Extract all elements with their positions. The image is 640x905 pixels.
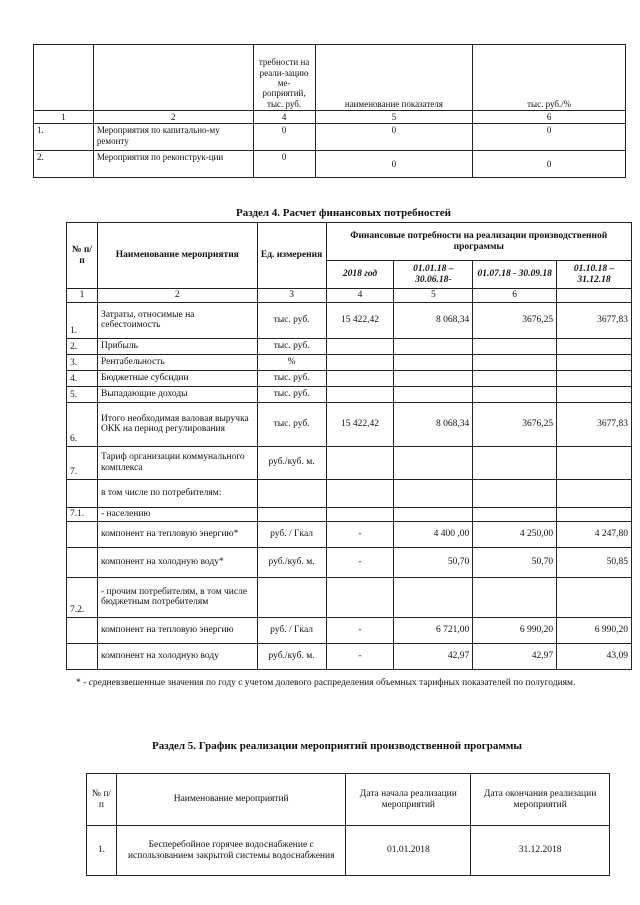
row-value: 50,70 xyxy=(394,547,473,577)
row-unit: тыс. руб. xyxy=(257,338,326,354)
row-value: 6 721,00 xyxy=(394,617,473,643)
row-value: 0 xyxy=(473,124,626,151)
s4-num: 3 xyxy=(257,289,326,303)
row-number: 6. xyxy=(67,402,98,446)
row-unit xyxy=(257,479,326,507)
row-unit: руб. / Гкал xyxy=(257,521,326,547)
row-value xyxy=(473,370,557,386)
row-value: 42,97 xyxy=(394,643,473,669)
row-value xyxy=(326,386,394,402)
row-name: в том числе по потребителям: xyxy=(97,479,257,507)
row-number: 7.2. xyxy=(67,577,98,617)
row-value xyxy=(473,577,557,617)
row-value: 42,97 xyxy=(473,643,557,669)
row-number: 1. xyxy=(87,826,117,876)
row-name: Мероприятия по капитально-му ремонту xyxy=(93,124,253,151)
row-number: 5. xyxy=(67,386,98,402)
table-row xyxy=(67,577,632,617)
s5-head-end: Дата окончания реализации мероприятий xyxy=(471,774,610,826)
row-value xyxy=(473,354,557,370)
s5-head-num: № п/п xyxy=(87,774,117,826)
row-value xyxy=(473,479,557,507)
row-value xyxy=(394,386,473,402)
row-name: компонент на тепловую энергию* xyxy=(97,521,257,547)
t1-num-5: 6 xyxy=(473,111,626,124)
row-value: - xyxy=(326,521,394,547)
table-row xyxy=(67,370,632,386)
row-value xyxy=(557,354,632,370)
table-row xyxy=(67,617,632,643)
t1-head-unit: тыс. руб./% xyxy=(473,45,626,111)
row-value: 6 990,20 xyxy=(557,617,632,643)
row-value: 15 422,42 xyxy=(326,402,394,446)
table-row xyxy=(67,507,632,521)
row-number: 1. xyxy=(34,124,94,151)
row-value xyxy=(394,338,473,354)
table-row xyxy=(67,386,632,402)
row-name: компонент на холодную воду xyxy=(97,643,257,669)
table-row xyxy=(67,338,632,354)
row-value: - xyxy=(326,547,394,577)
row-value xyxy=(473,507,557,521)
row-value xyxy=(557,370,632,386)
row-unit: тыс. руб. xyxy=(257,302,326,338)
row-value: 0 xyxy=(315,151,473,178)
row-value: - xyxy=(326,643,394,669)
schedule-table xyxy=(86,773,610,876)
s4-period-q4: 01.10.18 – 31.12.18 xyxy=(557,261,632,289)
s4-num: 5 xyxy=(394,289,473,303)
t1-num-4: 5 xyxy=(315,111,473,124)
s4-period-q3: 01.07.18 - 30.09.18 xyxy=(473,261,557,289)
row-number xyxy=(67,479,98,507)
row-value: 8 068,34 xyxy=(394,402,473,446)
row-value xyxy=(557,446,632,479)
s5-head-start: Дата начала реализации мероприятий xyxy=(346,774,471,826)
row-value: - xyxy=(326,617,394,643)
row-value: 0 xyxy=(253,151,315,178)
row-value xyxy=(473,386,557,402)
s4-head-num: № п/п xyxy=(67,223,98,289)
table-row xyxy=(87,826,610,876)
row-name: Мероприятия по реконструк-ции xyxy=(93,151,253,178)
row-value xyxy=(394,577,473,617)
table-row xyxy=(67,354,632,370)
t1-num-3: 4 xyxy=(253,111,315,124)
row-name: Прибыль xyxy=(97,338,257,354)
s4-period-h1: 01.01.18 – 30.06.18- xyxy=(394,261,473,289)
row-number: 7.1. xyxy=(67,507,98,521)
row-name: Итого необходимая валовая выручка ОКК на период регулирования xyxy=(97,402,257,446)
row-unit: руб. / Гкал xyxy=(257,617,326,643)
table-row xyxy=(67,521,632,547)
row-value xyxy=(394,479,473,507)
row-value xyxy=(394,354,473,370)
row-unit: руб./куб. м. xyxy=(257,446,326,479)
t1-head-indicator: наименование показателя xyxy=(315,45,473,111)
row-name: Бюджетные субсидии xyxy=(97,370,257,386)
financial-needs-table xyxy=(66,222,632,670)
row-value xyxy=(557,577,632,617)
row-name: Бесперебойное горячее водоснабжение с использованием закрытой системы водоснабжения xyxy=(116,826,345,876)
row-value xyxy=(473,338,557,354)
row-number xyxy=(67,547,98,577)
row-value xyxy=(394,507,473,521)
row-value: 3676,25 xyxy=(473,402,557,446)
s4-head-fin: Финансовые потребности на реализации производственной программы xyxy=(326,223,631,261)
row-number: 4. xyxy=(67,370,98,386)
row-number: 2. xyxy=(34,151,94,178)
row-number xyxy=(67,521,98,547)
table-row xyxy=(67,479,632,507)
row-value: 0 xyxy=(473,151,626,178)
s4-period-year: 2018 год xyxy=(326,261,394,289)
section5-title: Раздел 5. График реализации мероприятий производственной программы xyxy=(152,740,522,752)
row-value xyxy=(326,479,394,507)
table-row xyxy=(34,124,626,151)
row-name: - населению xyxy=(97,507,257,521)
table-row xyxy=(67,446,632,479)
row-value: 4 250,00 xyxy=(473,521,557,547)
s4-num: 1 xyxy=(67,289,98,303)
row-value xyxy=(394,446,473,479)
row-value xyxy=(326,577,394,617)
s4-num: 6 xyxy=(473,289,557,303)
row-unit: % xyxy=(257,354,326,370)
table-row xyxy=(67,302,632,338)
row-value xyxy=(394,370,473,386)
row-value xyxy=(326,370,394,386)
table-row xyxy=(67,547,632,577)
row-number: 1. xyxy=(67,302,98,338)
row-value xyxy=(326,338,394,354)
row-number: 7. xyxy=(67,446,98,479)
row-name: Затраты, относимые на себестоимость xyxy=(97,302,257,338)
row-value xyxy=(326,446,394,479)
row-number: 3. xyxy=(67,354,98,370)
row-number xyxy=(67,643,98,669)
row-value: 3677,83 xyxy=(557,402,632,446)
row-name: Тариф организации коммунального комплекса xyxy=(97,446,257,479)
row-name: Выпадающие доходы xyxy=(97,386,257,402)
row-unit: руб./куб. м. xyxy=(257,643,326,669)
table-row xyxy=(67,643,632,669)
row-value: 6 990,20 xyxy=(473,617,557,643)
row-value: 50,85 xyxy=(557,547,632,577)
row-unit xyxy=(257,577,326,617)
t1-num-2: 2 xyxy=(93,111,253,124)
row-value: 50,70 xyxy=(473,547,557,577)
s4-num: 4 xyxy=(326,289,394,303)
row-name: - прочим потребителям, в том числе бюджетным потребителям xyxy=(97,577,257,617)
row-value xyxy=(473,446,557,479)
row-number xyxy=(67,617,98,643)
row-number: 2. xyxy=(67,338,98,354)
row-value xyxy=(326,354,394,370)
row-value: 3677,83 xyxy=(557,302,632,338)
row-value: 15 422,42 xyxy=(326,302,394,338)
row-unit: тыс. руб. xyxy=(257,386,326,402)
t1-num-1: 1 xyxy=(34,111,94,124)
row-unit: тыс. руб. xyxy=(257,402,326,446)
row-end-date: 31.12.2018 xyxy=(471,826,610,876)
row-start-date: 01.01.2018 xyxy=(346,826,471,876)
row-name: компонент на холодную воду* xyxy=(97,547,257,577)
row-value xyxy=(557,507,632,521)
row-value xyxy=(557,338,632,354)
measures-table xyxy=(33,44,626,178)
s5-head-name: Наименование мероприятий xyxy=(116,774,345,826)
row-value xyxy=(326,507,394,521)
row-value: 4 247,80 xyxy=(557,521,632,547)
s4-num: 2 xyxy=(97,289,257,303)
t1-head-cost: требности на реали-зацию ме-роприятий, тыс. руб. xyxy=(253,45,315,111)
row-value: 3676,25 xyxy=(473,302,557,338)
s4-num xyxy=(557,289,632,303)
s4-head-name: Наименование мероприятия xyxy=(97,223,257,289)
row-value: 43,09 xyxy=(557,643,632,669)
table-row xyxy=(34,151,626,178)
row-unit: руб./куб. м. xyxy=(257,547,326,577)
row-value: 0 xyxy=(315,124,473,151)
s4-head-unit: Ед. измерения xyxy=(257,223,326,289)
row-value: 8 068,34 xyxy=(394,302,473,338)
row-unit: тыс. руб. xyxy=(257,370,326,386)
row-name: Рентабельность xyxy=(97,354,257,370)
row-value: 4 400 ,00 xyxy=(394,521,473,547)
row-value xyxy=(557,386,632,402)
row-value: 0 xyxy=(253,124,315,151)
footnote: * - средневзвешенные значения по году с учетом долевого распределения объемных тарифных показателей по полугодиям. xyxy=(76,678,576,688)
row-unit xyxy=(257,507,326,521)
table-row xyxy=(67,402,632,446)
row-name: компонент на тепловую энергию xyxy=(97,617,257,643)
row-value xyxy=(557,479,632,507)
section4-title: Раздел 4. Расчет финансовых потребностей xyxy=(236,207,452,219)
